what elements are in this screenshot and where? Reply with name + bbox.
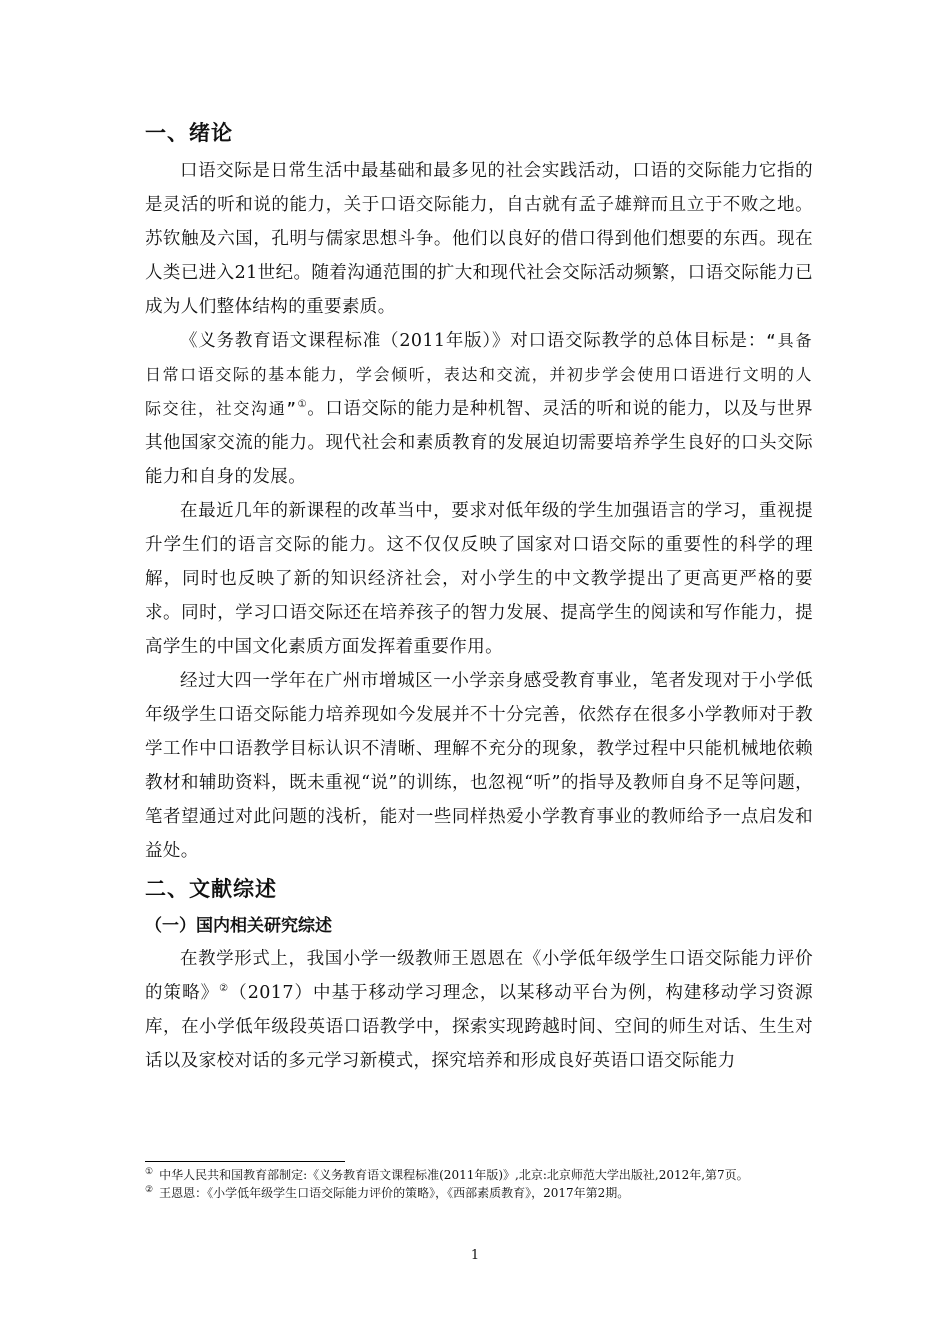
footnote-ref-1[interactable]: ① [297,399,308,411]
paragraph-2 [145,324,813,494]
paragraph-5 [145,942,813,1078]
footnote-separator [145,1161,345,1162]
body-content [145,112,813,1078]
footnote-1-mark: ① [145,1167,154,1177]
section-title-literature-review: 二、文献综述 [145,877,277,901]
paragraph-4: 经过大四一学年在广州市增城区一小学亲身感受教育事业，笔者发现对于小学低年级学生口语交际能力培养现如今发展并不十分完善，依然存在很多小学教师对于教学工作中口语教学目标认识不清晰、理解不充分的现象，教学过程中只能机械地依赖教材和辅助资料，既未重视“说”的训练，也忽视“听”的指导及教师自身不足等问题，笔者望通过对此问题的浅析，能对一些同样热爱小学教育事业的教师给予一点启发和益处。 [145,671,813,861]
paragraph-5-rest: （2017）中基于移动学习理念，以某移动平台为例，构建移动学习资源库，在小学低年级段英语口语教学中，探索实现跨越时间、空间的师生对话、生生对话以及家校对话的多元学习新模式，探究培养和形成良好英语口语交际能力 [145,983,813,1071]
paragraph-2-lead: 《义务教育语文课程标准（2011年版）》对口语交际教学的总体目标是： [180,331,767,351]
paragraph-5-lead: 在教学形式上，我国小学一级教师王恩恩在《小学低年级学生口语交际能力评价的策略》 [145,949,813,1003]
section-title-introduction: 一、绪论 [145,121,233,145]
footnote-1-text: 中华人民共和国教育部制定:《义务教育语文课程标准(2011年版)》,北京:北京师范大学出版社,2012年,第7页。 [159,1168,749,1182]
footnotes [145,1165,820,1201]
footnote-2 [145,1183,820,1201]
paragraph-2-rest: 。口语交际的能力是种机智、灵活的听和说的能力，以及与世界其他国家交流的能力。现代社会和素质教育的发展迫切需要培养学生良好的口头交际能力和自身的发展。 [145,399,814,487]
paragraph-3: 在最近几年的新课程的改革当中，要求对低年级的学生加强语言的学习，重视提升学生们的语言交际的能力。这不仅仅反映了国家对口语交际的重要性的科学的理解，同时也反映了新的知识经济社会，对小学生的中文教学提出了更高更严格的要求。同时，学习口语交际还在培养孩子的智力发展、提高学生的阅读和写作能力，提高学生的中国文化素质方面发挥着重要作用。 [145,501,813,657]
paragraph-1: 口语交际是日常生活中最基础和最多见的社会实践活动，口语的交际能力它指的是灵活的听和说的能力，关于口语交际能力，自古就有孟子雄辩而且立于不败之地。苏钦触及六国，孔明与儒家思想斗争。他们以良好的借口得到他们想要的东西。现在人类已进入21世纪。随着沟通范围的扩大和现代社会交际活动频繁，口语交际能力已成为人们整体结构的重要素质。 [145,161,813,317]
page-number: 1 [470,1248,480,1263]
footnote-2-text: 王恩恩：《小学低年级学生口语交际能力评价的策略》，《西部素质教育》，2017年第2期。 [159,1186,630,1200]
footnote-1 [145,1165,820,1183]
curriculum-quote: “具备日常口语交际的基本能力，学会倾听，表达和交流，并初步学会使用口语进行文明的人际交往，社交沟通” [145,331,813,418]
footnote-ref-2[interactable]: ② [219,983,230,995]
footnote-2-mark: ② [145,1185,154,1195]
subsection-title-domestic-research: （一）国内相关研究综述 [145,916,332,936]
